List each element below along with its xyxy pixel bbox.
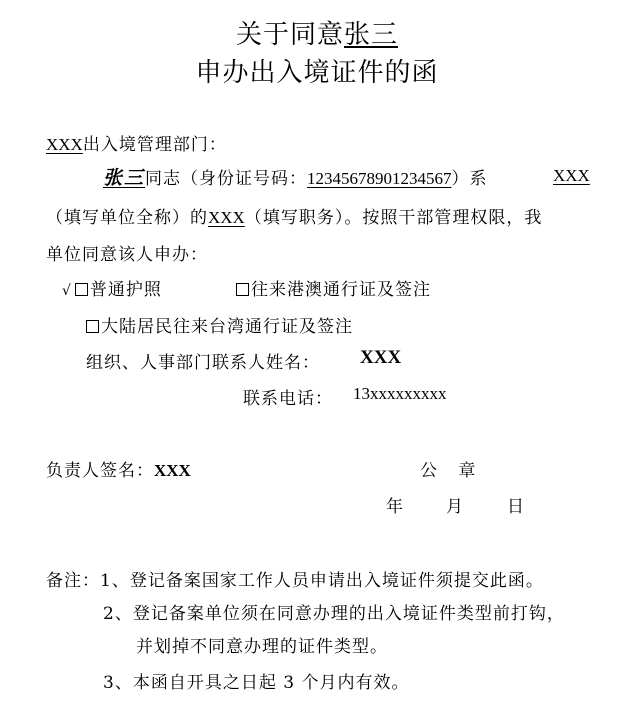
checkbox-icon [75,283,88,296]
signature-value: XXX [154,461,191,480]
signature-line [46,456,191,481]
note-1: 备注：1、登记备案国家工作人员申请出入境证件须提交此函。 [46,571,544,591]
document-title-line1 [0,14,634,51]
option-passport [62,275,162,300]
option-taiwan [86,312,353,337]
seal-label: 公 章 [420,461,484,481]
contact-name-value: XXX [360,347,402,368]
para2-text1: （填写单位全称）的 [46,208,208,228]
para1-line [103,163,488,190]
signature-label: 负责人签名： [46,461,154,481]
para1-text2: ）系 [451,169,488,189]
date-month: 月 [446,497,464,517]
date-day: 日 [507,497,525,517]
addressee-line [46,130,227,155]
id-number: 12345678901234567 [307,169,452,188]
title-name: 张三 [344,20,399,50]
check-mark-icon: √ [62,283,72,299]
addressee-org: XXX [46,135,83,154]
note-3: 3、本函自开具之日起 3 个月内有效。 [103,673,410,693]
option-hk-macau-label: 往来港澳通行证及签注 [251,280,431,300]
contact-phone-value: 13xxxxxxxxx [353,384,447,403]
date-year: 年 [386,497,404,517]
para3-line: 单位同意该人申办： [46,245,208,265]
checkbox-icon [236,283,249,296]
para2-line [46,203,542,228]
note-2b: 并划掉不同意办理的证件类型。 [136,637,388,657]
addressee-rest: 出入境管理部门： [82,135,227,155]
title-prefix: 关于同意 [235,20,344,50]
para1-text1: 同志（身份证号码： [145,169,308,189]
unit-placeholder: XXX [553,166,590,185]
contact-name-label: 组织、人事部门联系人姓名： [86,353,320,373]
contact-name-line [86,348,320,373]
document-title-line2: 申办出入境证件的函 [195,58,439,88]
contact-phone-label: 联系电话： [243,389,333,409]
para2-text2: （填写职务）。按照干部管理权限，我 [244,208,543,228]
position-placeholder: XXX [208,208,245,227]
person-name: 张三 [103,167,146,189]
note-2a: 2、登记备案单位须在同意办理的出入境证件类型前打钩， [103,604,565,624]
option-passport-label: 普通护照 [89,280,162,300]
option-taiwan-label: 大陆居民往来台湾通行证及签注 [101,317,353,337]
checkbox-icon [86,320,99,333]
option-hk-macau [236,275,431,300]
